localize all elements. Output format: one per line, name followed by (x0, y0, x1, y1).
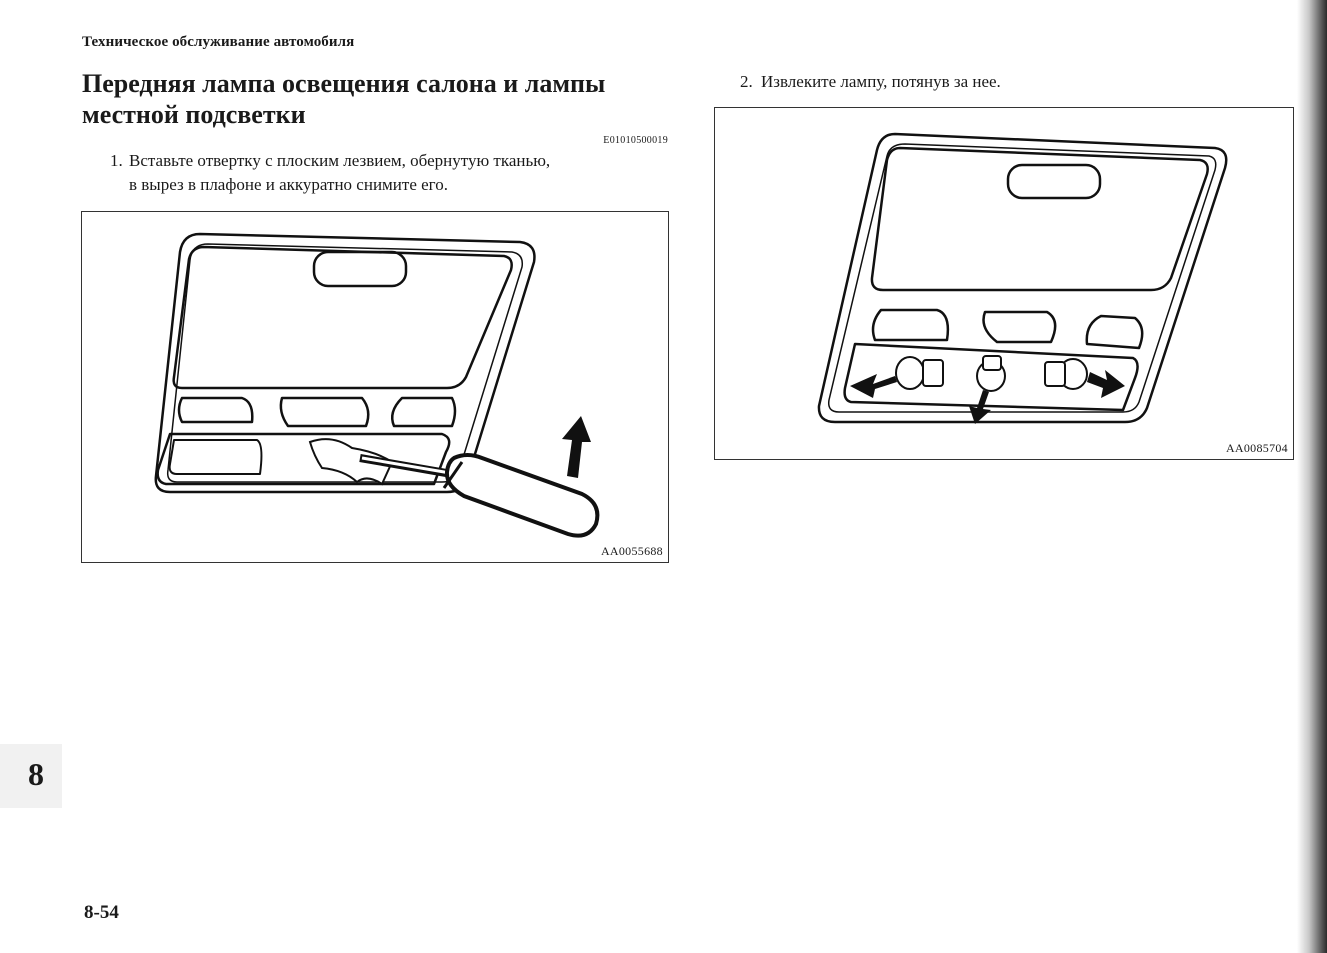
switch-right (1087, 316, 1142, 348)
lens-slot (1008, 165, 1100, 198)
figure-code: AA0085704 (1225, 441, 1288, 455)
page-number: 8-54 (84, 902, 119, 923)
lamp-lens (174, 247, 512, 388)
lens-slot (314, 252, 406, 286)
chapter-number: 8 (28, 756, 44, 792)
switch-center (984, 312, 1056, 342)
switch-center (281, 398, 368, 426)
figure-remove-cover (81, 211, 669, 563)
switch-left (873, 310, 948, 340)
lift-arrow-icon (562, 416, 591, 478)
page-binding-shadow (1297, 0, 1327, 953)
bulb-left (896, 357, 924, 389)
figure-code: AA0055688 (600, 544, 663, 558)
section-header: Техническое обслуживание автомобиля (82, 34, 355, 50)
switch-left (179, 398, 252, 422)
step-1 (110, 149, 650, 197)
arrow-right-icon (1087, 370, 1125, 398)
title-line-1: Передняя лампа освещения салона и лампы (82, 69, 606, 98)
step-1-text-line-2: в вырез в плафоне и аккуратно снимите его. (129, 175, 448, 194)
title-line-2: местной подсветки (82, 100, 306, 129)
bulb-removal-illustration (715, 108, 1293, 459)
lower-cover (158, 434, 450, 484)
lamp-housing (819, 134, 1226, 422)
cover-removal-illustration (82, 212, 668, 562)
arrow-left-icon (850, 374, 897, 398)
step-2-text: Извлеките лампу, потянув за нее. (761, 72, 1001, 91)
page-title (82, 68, 642, 130)
figure-remove-bulb (714, 107, 1294, 460)
switch-right (392, 398, 455, 426)
step-2 (740, 70, 1300, 94)
step-2-number: 2. (740, 72, 753, 91)
step-1-number: 1. (110, 151, 123, 170)
document-code: E01010500019 (603, 135, 668, 146)
step-1-text-line-1: Вставьте отвертку с плоским лезвием, обернутую тканью, (129, 151, 551, 170)
lower-cover-inner (170, 440, 262, 474)
lamp-lens (872, 148, 1208, 290)
